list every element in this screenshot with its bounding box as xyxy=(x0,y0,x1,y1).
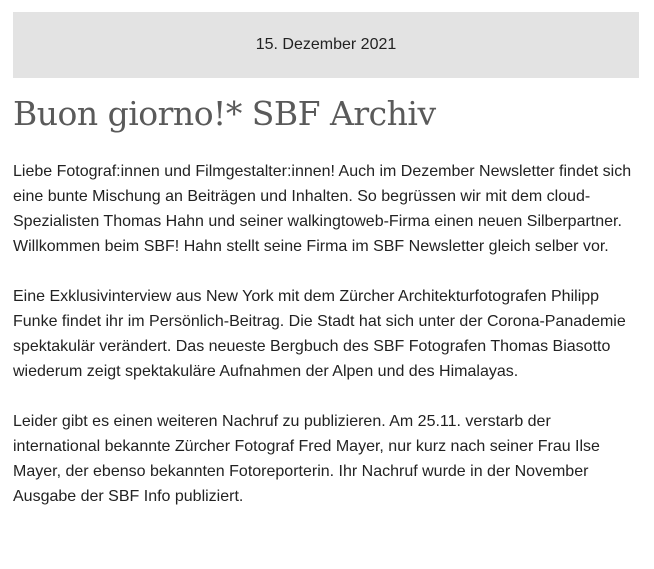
paragraph-interview: Eine Exklusivinterview aus New York mit dem Zürcher Architekturfotografen Philipp Funke findet ihr im Persönlich-Beitrag. Die Stadt hat sich unter der Corona-Panademie spektakulär verändert. Das neueste Bergbuch des SBF Fotografen Thomas Biasotto wiederum zeigt spektakuläre Aufnahmen der Alpen und des Himalayas. xyxy=(13,288,626,380)
article-body xyxy=(13,159,633,534)
paragraph-intro: Liebe Fotograf:innen und Filmgestalter:innen! Auch im Dezember Newsletter findet sich eine bunte Mischung an Beiträgen und Inhalten. So begrüssen wir mit dem cloud-Spezialisten Thomas Hahn und seiner walkingtoweb-Firma einen neuen Silberpartner. Willkommen beim SBF! Hahn stellt seine Firma im SBF Newsletter gleich selber vor. xyxy=(13,163,632,255)
page-title: Buon giorno!* SBF Archiv xyxy=(13,94,436,133)
date-banner xyxy=(13,12,639,78)
paragraph-obituary: Leider gibt es einen weiteren Nachruf zu publizieren. Am 25.11. verstarb der international bekannte Zürcher Fotograf Fred Mayer, nur kurz nach seiner Frau Ilse Mayer, der ebenso bekannten Fotoreporterin. Ihr Nachruf wurde in der November Ausgabe der SBF Info publiziert. xyxy=(13,413,600,505)
newsletter-date: 15. Dezember 2021 xyxy=(255,36,397,53)
